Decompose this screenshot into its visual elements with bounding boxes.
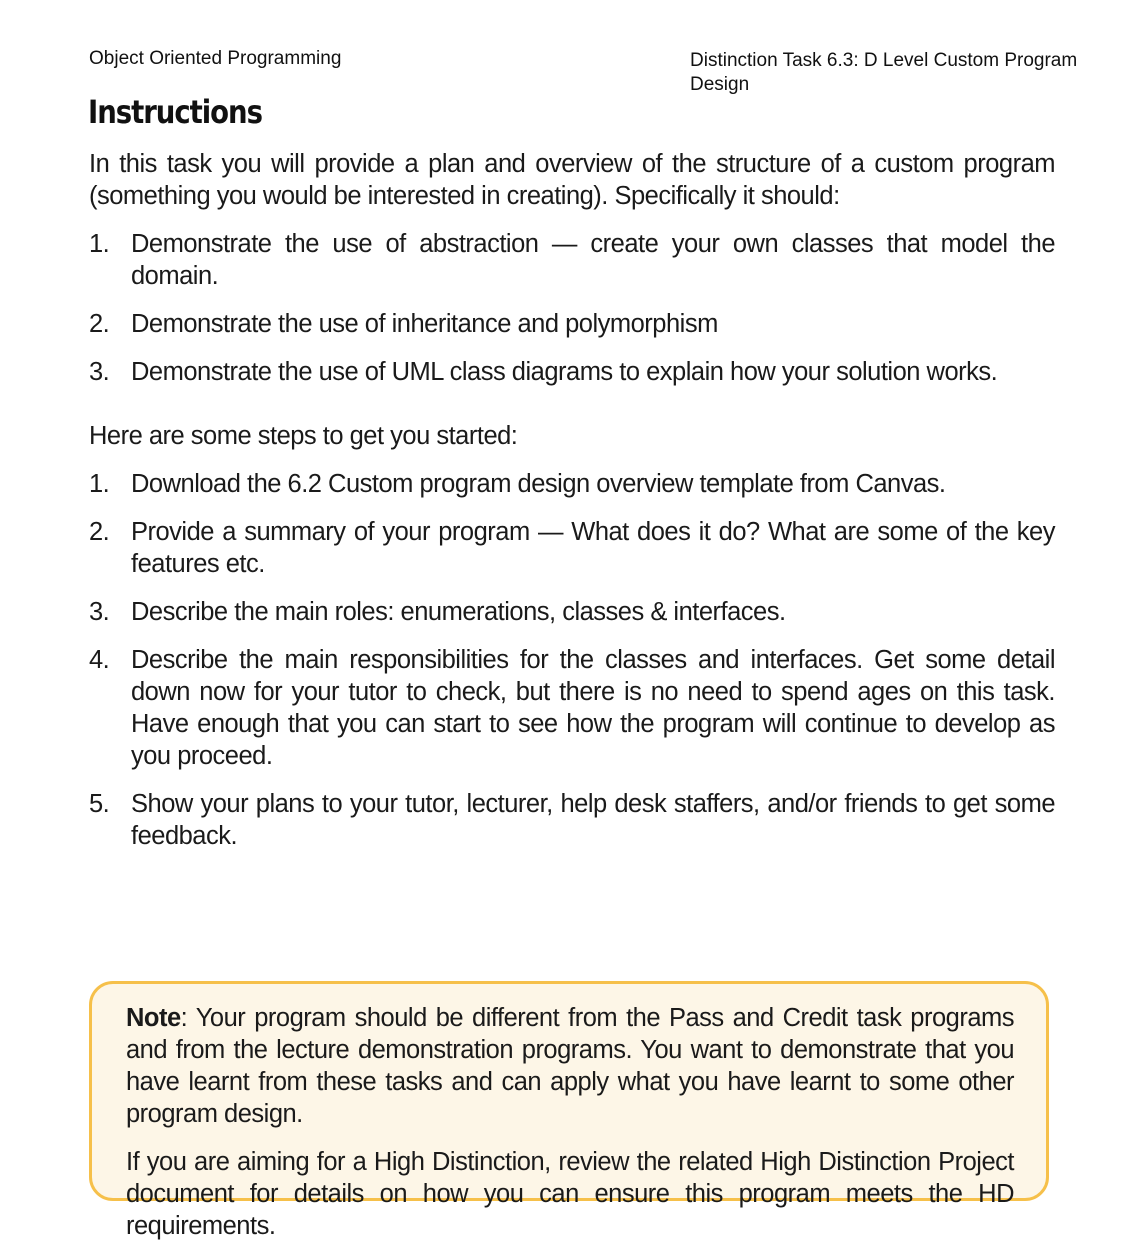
steps-intro: Here are some steps to get you started: xyxy=(89,422,518,450)
note-box xyxy=(89,981,1049,1240)
list-item xyxy=(89,468,1055,500)
list-item-text: Provide a summary of your program — What does it do? What are some of the key features etc. xyxy=(131,518,1055,578)
steps-list xyxy=(89,468,1055,852)
list-item xyxy=(89,228,1055,292)
note-text-1: : Your program should be different from the Pass and Credit task programs and from the lecture demonstration programs. You want to demonstrate that you have learnt from these tasks and can apply what you have learnt to some other program design. xyxy=(126,1004,1014,1128)
header-task-title-line2: Design xyxy=(690,74,750,95)
list-item-number: 2. xyxy=(89,310,110,338)
list-item-number: 1. xyxy=(89,470,110,498)
header-course-title: Object Oriented Programming xyxy=(89,48,342,69)
list-item xyxy=(89,516,1055,580)
list-item-text: Demonstrate the use of abstraction — create your own classes that model the domain. xyxy=(131,230,1055,290)
steps-section xyxy=(89,420,1055,852)
list-item-number: 5. xyxy=(89,790,110,818)
list-item-number: 1. xyxy=(89,230,110,258)
header-task-title xyxy=(690,49,1120,97)
list-item-text: Demonstrate the use of inheritance and polymorphism xyxy=(131,310,718,338)
list-item xyxy=(89,308,1055,340)
header-task-title-line1: Distinction Task 6.3: D Level Custom Program xyxy=(690,50,1078,71)
list-item-number: 3. xyxy=(89,598,110,626)
intro-paragraph: In this task you will provide a plan and overview of the structure of a custom program (something you would be interested in creating). Specifically it should: xyxy=(89,150,1055,210)
list-item-text: Describe the main responsibilities for the classes and interfaces. Get some detail down now for your tutor to check, but there is no need to spend ages on this task. Have enough that you can start to see how the program will continue to develop as you proceed. xyxy=(131,646,1055,770)
list-item-number: 2. xyxy=(89,518,110,546)
page-title: Instructions xyxy=(88,93,262,131)
list-item xyxy=(89,356,1055,388)
list-item-text: Show your plans to your tutor, lecturer, help desk staffers, and/or friends to get some feedback. xyxy=(131,790,1055,850)
note-paragraph-2: If you are aiming for a High Distinction, review the related High Distinction Project document for details on how you can ensure this program meets the HD requirements. xyxy=(126,1148,1014,1240)
list-item xyxy=(89,644,1055,772)
list-item-number: 4. xyxy=(89,646,110,674)
list-item-text: Download the 6.2 Custom program design overview template from Canvas. xyxy=(131,470,946,498)
list-item-text: Demonstrate the use of UML class diagrams to explain how your solution works. xyxy=(131,358,998,386)
list-item-number: 3. xyxy=(89,358,110,386)
note-paragraph-1 xyxy=(126,1002,1014,1130)
note-label: Note xyxy=(126,1004,181,1032)
list-item xyxy=(89,788,1055,852)
intro-section xyxy=(89,148,1055,388)
list-item xyxy=(89,596,1055,628)
list-item-text: Describe the main roles: enumerations, classes & interfaces. xyxy=(131,598,786,626)
requirements-list xyxy=(89,228,1055,388)
